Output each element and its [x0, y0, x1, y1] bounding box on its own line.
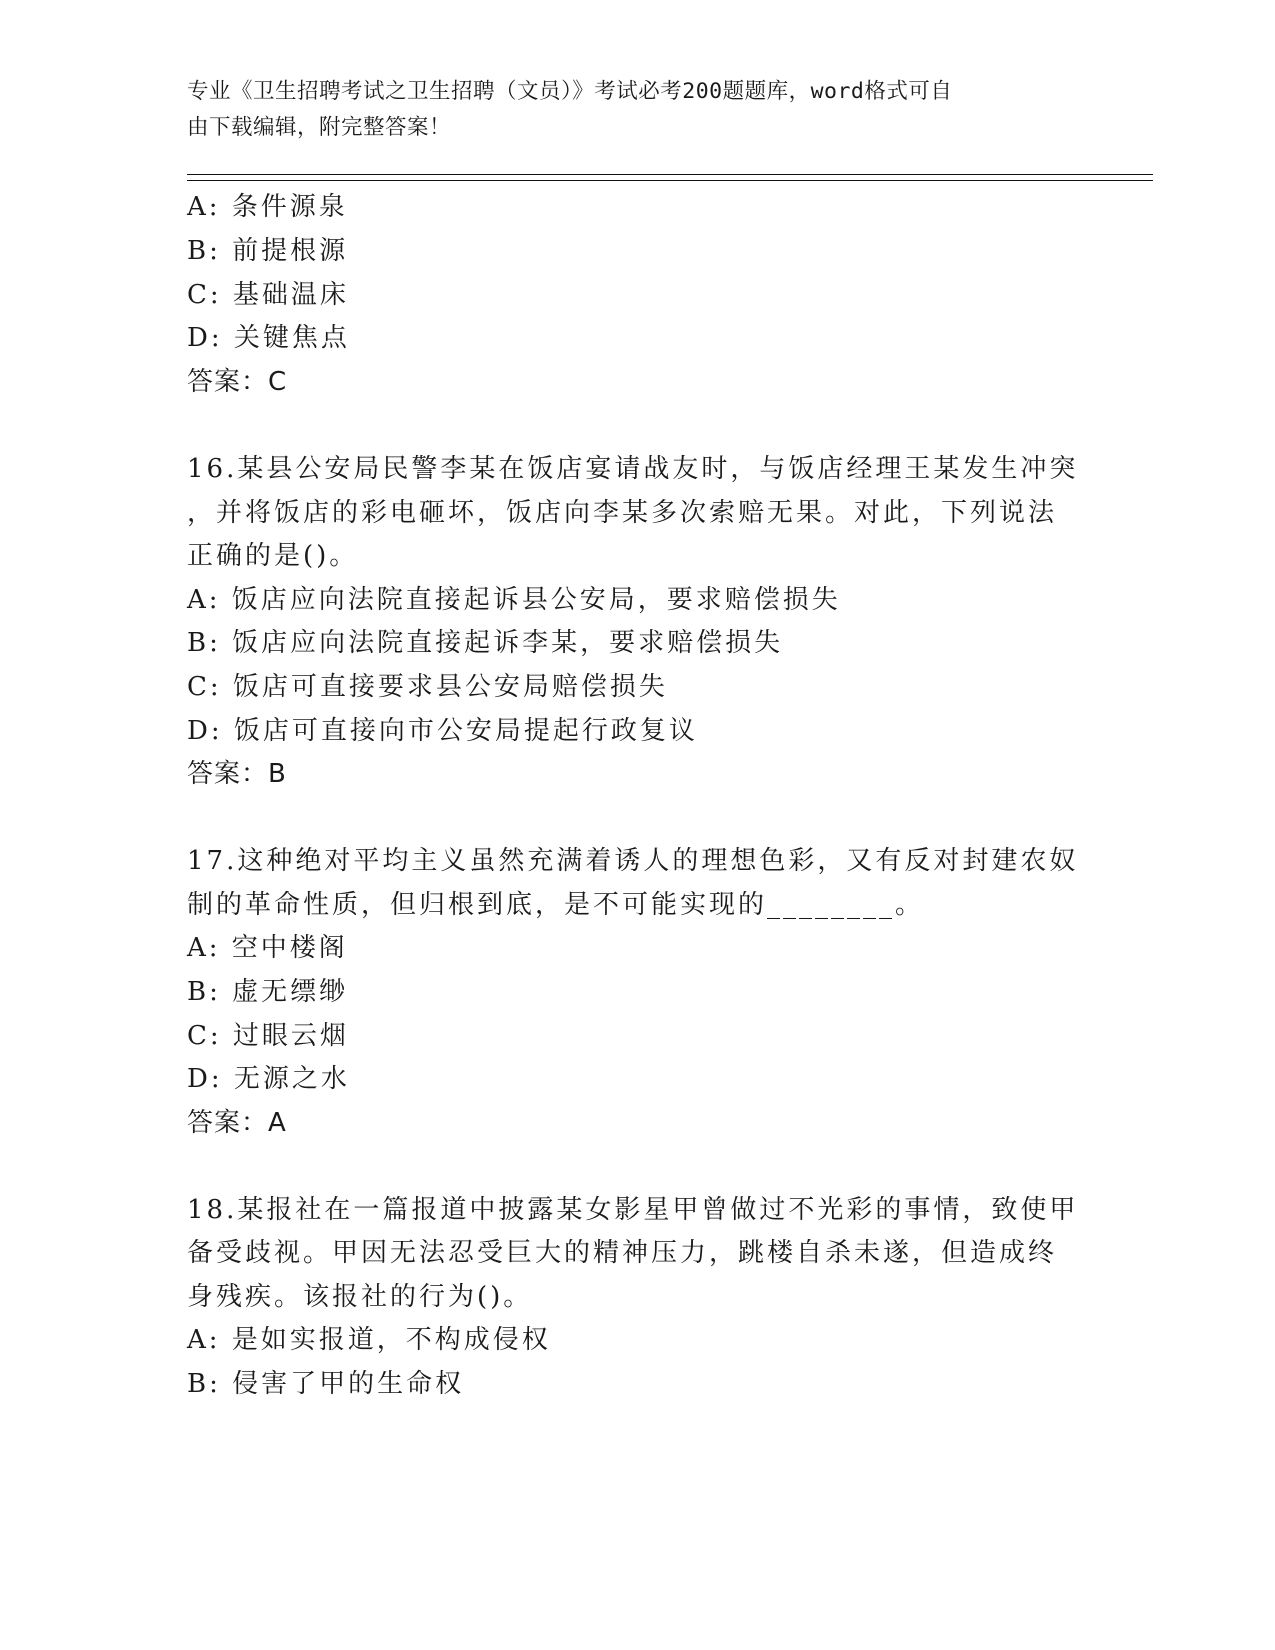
q16-option-a: A: 饭店应向法院直接起诉县公安局，要求赔偿损失 [187, 585, 841, 615]
q16-stem-line-3: 正确的是()。 [187, 541, 359, 571]
document-header [187, 74, 1087, 146]
q16-option-b: B: 饭店应向法院直接起诉李某，要求赔偿损失 [187, 628, 784, 658]
header-line-1: 专业《卫生招聘考试之卫生招聘（文员）》考试必考200题题库，word格式可自 [187, 79, 953, 104]
q18-stem-line-3: 身残疾。该报社的行为()。 [187, 1282, 533, 1312]
q15-option-d: D: 关键焦点 [187, 323, 350, 353]
q17-stem-line-2: 制的革命性质，但归根到底，是不可能实现的________。 [187, 890, 925, 920]
q17-option-d: D: 无源之水 [187, 1064, 350, 1094]
q15-answer: 答案：C [187, 367, 288, 397]
q16-answer: 答案：B [187, 759, 287, 789]
q17-option-a: A: 空中楼阁 [187, 933, 348, 963]
q16-option-d: D: 饭店可直接向市公安局提起行政复议 [187, 716, 698, 746]
q15-option-c: C: 基础温床 [187, 280, 349, 310]
q16-option-c: C: 饭店可直接要求县公安局赔偿损失 [187, 672, 668, 702]
q18-stem-line-1: 18.某报社在一篇报道中披露某女影星甲曾做过不光彩的事情，致使甲 [187, 1195, 1079, 1225]
header-rule-bottom [187, 180, 1153, 181]
q18-option-b: B: 侵害了甲的生命权 [187, 1369, 465, 1399]
q17-option-c: C: 过眼云烟 [187, 1021, 349, 1051]
q18-stem-line-2: 备受歧视。甲因无法忍受巨大的精神压力，跳楼自杀未遂，但造成终 [187, 1238, 1058, 1268]
header-rule-top [187, 174, 1153, 175]
q17-option-b: B: 虚无缥缈 [187, 977, 349, 1007]
q15-option-b: B: 前提根源 [187, 236, 349, 266]
q15-option-a: A: 条件源泉 [187, 192, 348, 222]
q16-stem-line-1: 16.某县公安局民警李某在饭店宴请战友时，与饭店经理王某发生冲突 [187, 454, 1079, 484]
q18-option-a: A: 是如实报道，不构成侵权 [187, 1325, 551, 1355]
q16-stem-line-2: ，并将饭店的彩电砸坏，饭店向李某多次索赔无果。对此，下列说法 [187, 498, 1058, 528]
header-line-2: 由下载编辑，附完整答案！ [187, 115, 452, 140]
q17-answer: 答案：A [187, 1108, 287, 1138]
q17-stem-line-1: 17.这种绝对平均主义虽然充满着诱人的理想色彩，又有反对封建农奴 [187, 846, 1079, 876]
